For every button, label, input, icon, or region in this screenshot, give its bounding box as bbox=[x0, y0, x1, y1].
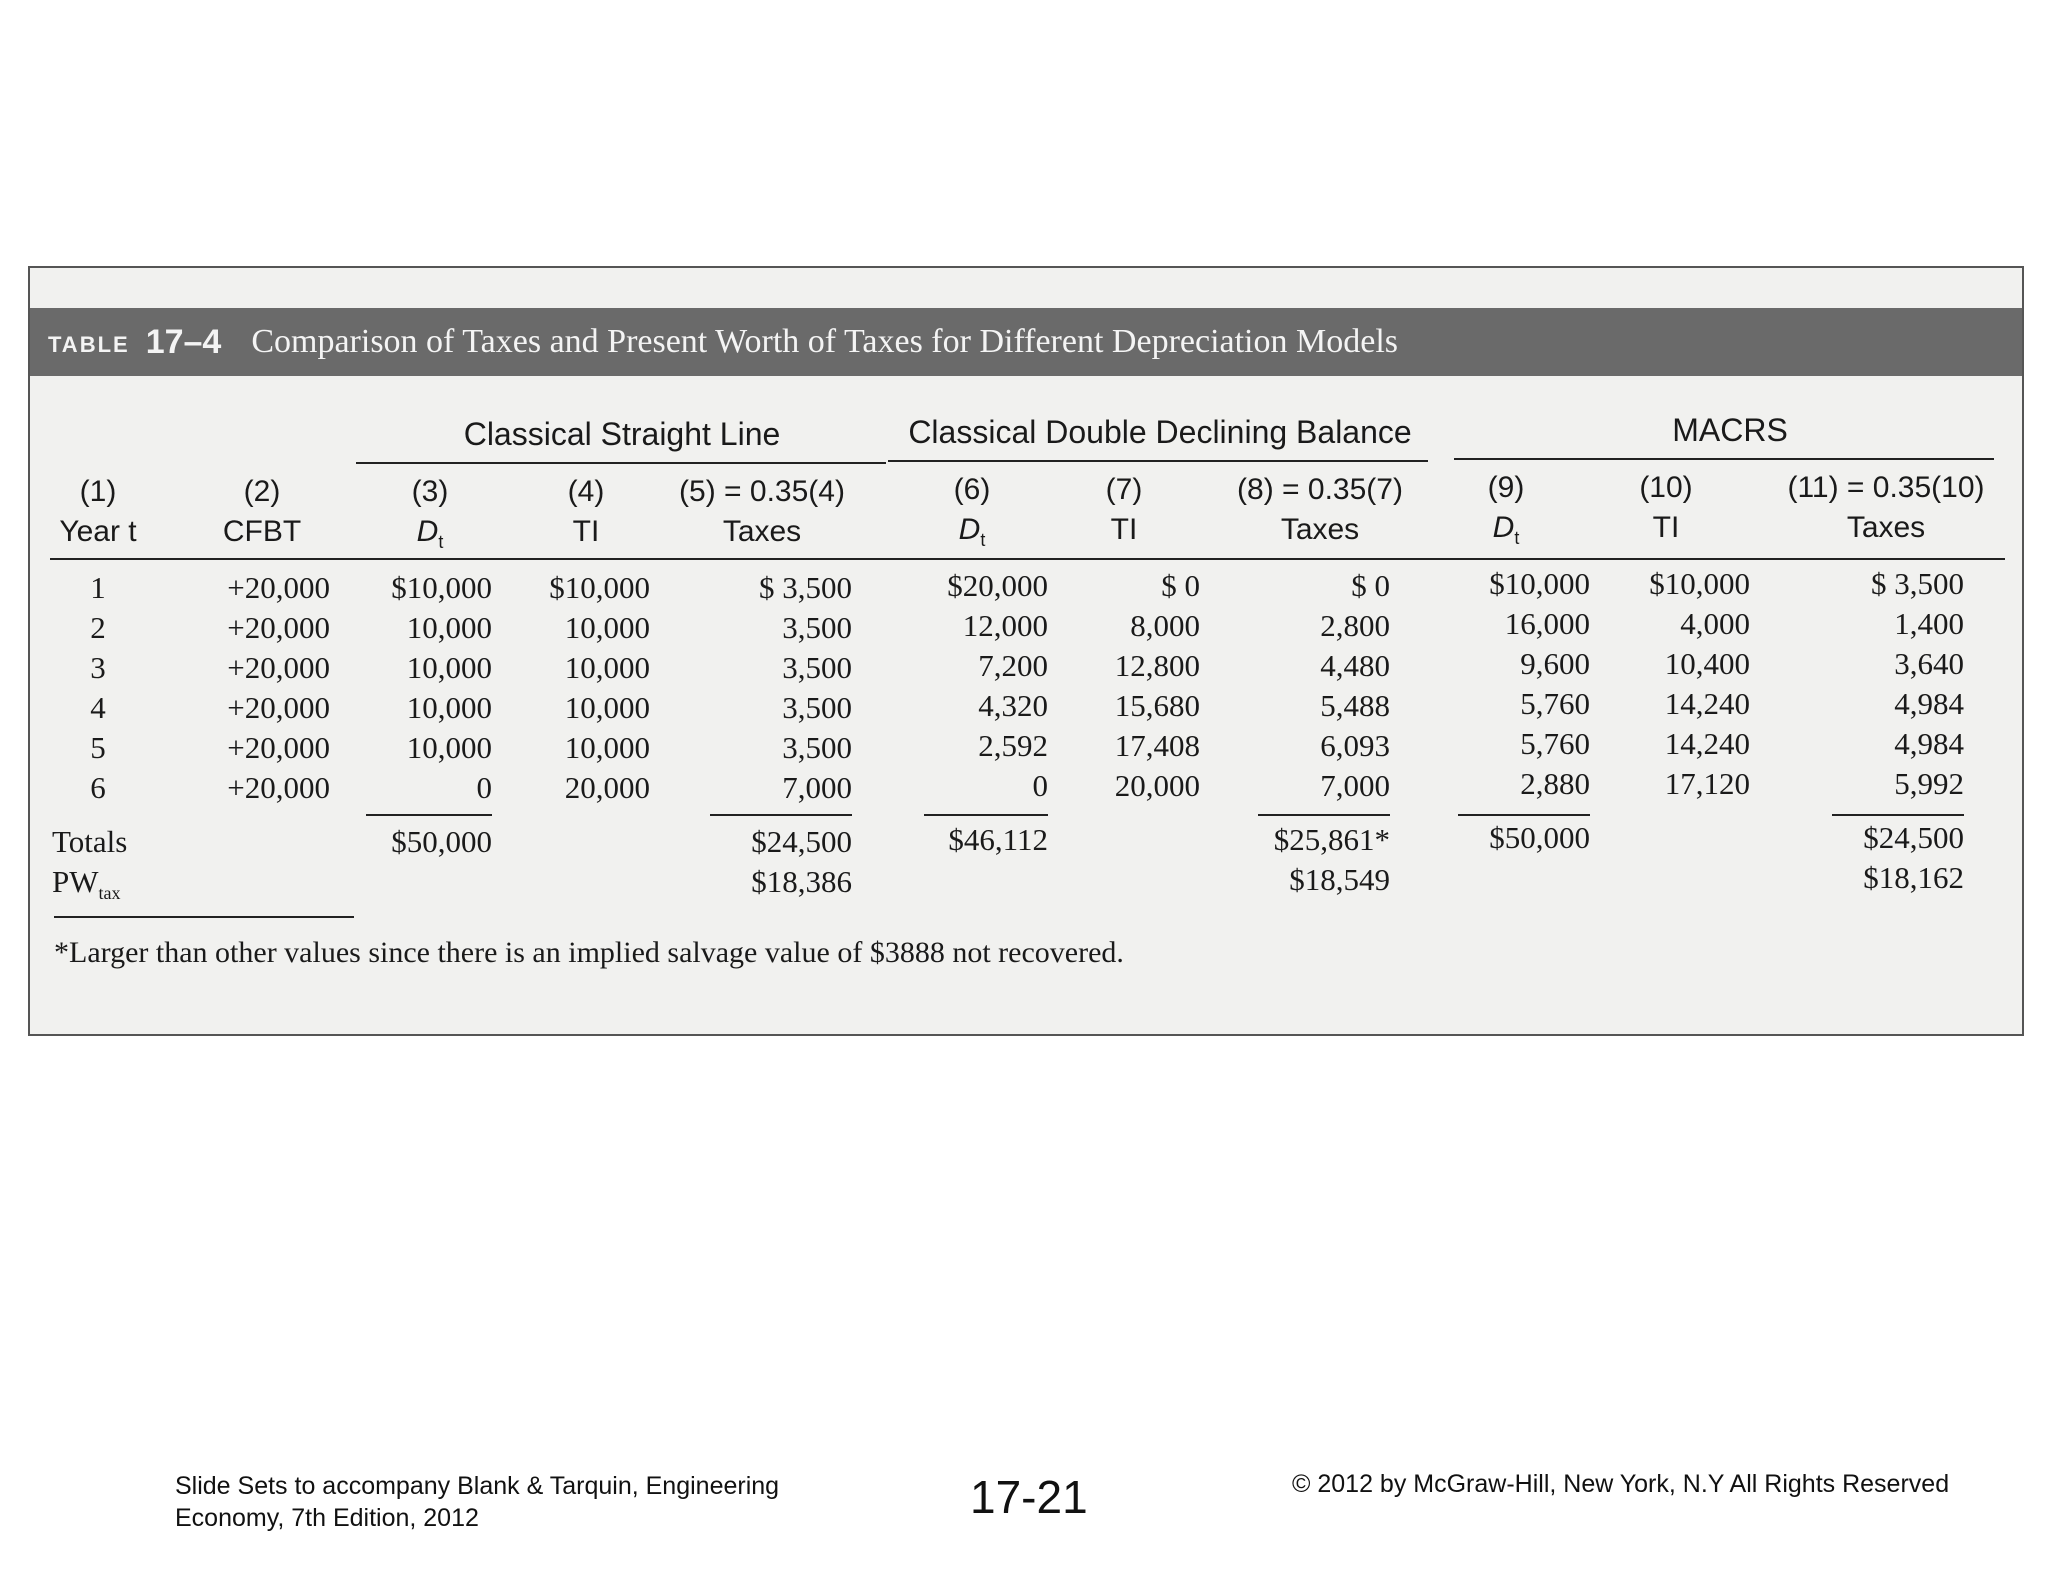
table-cell: 20,000 bbox=[1114, 768, 1200, 803]
table-cell: 10,000 bbox=[564, 690, 650, 725]
totals-cell: $24,500 bbox=[751, 824, 852, 859]
column-header-name: Year t bbox=[59, 515, 137, 548]
table-cell: 1,400 bbox=[1894, 606, 1964, 641]
table-cell: +20,000 bbox=[227, 730, 330, 765]
table-cell: $10,000 bbox=[1649, 566, 1750, 601]
totals-cell: $24,500 bbox=[1863, 820, 1964, 855]
table-cell: +20,000 bbox=[227, 610, 330, 645]
table-cell: 17,408 bbox=[1114, 728, 1200, 763]
table-cell: 5,488 bbox=[1320, 688, 1390, 723]
totals-cell: $25,861* bbox=[1273, 822, 1390, 857]
pw-cell: $18,162 bbox=[1863, 860, 1964, 895]
table-cell: $ 3,500 bbox=[759, 570, 852, 605]
table-cell: 1 bbox=[90, 570, 106, 605]
column-header-number: (8) = 0.35(7) bbox=[1237, 473, 1403, 506]
table-cell: 15,680 bbox=[1114, 688, 1200, 723]
table-cell: 3 bbox=[90, 650, 106, 685]
column-header-name: Taxes bbox=[1846, 511, 1926, 544]
table-label: TABLE bbox=[48, 332, 130, 357]
table-cell: 12,800 bbox=[1114, 648, 1200, 683]
column-header-1 bbox=[33, 472, 163, 552]
table-cell: 2,800 bbox=[1320, 608, 1390, 643]
group-straight-line: Classical Straight Line bbox=[463, 416, 781, 452]
page-number: 17-21 bbox=[970, 1471, 1088, 1523]
table-cell: $20,000 bbox=[947, 568, 1048, 603]
column-header-number: (7) bbox=[1105, 473, 1143, 506]
column-header-10 bbox=[1591, 468, 1741, 548]
column-header-name: TI bbox=[572, 515, 600, 548]
table-cell: 12,000 bbox=[962, 608, 1048, 643]
table-cell: 0 bbox=[476, 770, 492, 805]
table-cell: $ 0 bbox=[1161, 568, 1200, 603]
table-cell: 4,320 bbox=[978, 688, 1048, 723]
group-macrs: MACRS bbox=[1672, 412, 1788, 448]
sum-rule bbox=[366, 814, 492, 816]
group-rule bbox=[1454, 458, 1994, 460]
column-header-number: (1) bbox=[79, 475, 117, 508]
table-cell: 3,640 bbox=[1894, 646, 1964, 681]
table-cell: 5,760 bbox=[1520, 686, 1590, 721]
table-cell: 7,000 bbox=[782, 770, 852, 805]
footnote-rule bbox=[54, 916, 354, 918]
column-header-name: $D_t$ bbox=[416, 515, 444, 552]
table-cell: 10,000 bbox=[564, 730, 650, 765]
table-cell: 2 bbox=[90, 610, 106, 645]
table-cell: 10,000 bbox=[406, 690, 492, 725]
pw-label: $PW_{tax}$ bbox=[52, 864, 121, 904]
column-header-name: TI bbox=[1110, 513, 1138, 546]
table-cell: $10,000 bbox=[549, 570, 650, 605]
footer-citation-line2: Economy, 7th Edition, 2012 bbox=[175, 1504, 479, 1532]
table-cell: 14,240 bbox=[1664, 686, 1750, 721]
table-scan bbox=[28, 266, 2024, 1036]
sum-rule bbox=[1258, 814, 1390, 816]
sum-rule bbox=[710, 814, 852, 816]
table-cell: $ 0 bbox=[1351, 568, 1390, 603]
table-cell: +20,000 bbox=[227, 690, 330, 725]
table-cell: 5 bbox=[90, 730, 106, 765]
column-header-name: Taxes bbox=[722, 515, 802, 548]
table-cell: 10,000 bbox=[406, 610, 492, 645]
table-cell: 10,000 bbox=[564, 610, 650, 645]
table-cell: +20,000 bbox=[227, 650, 330, 685]
sum-rule bbox=[924, 814, 1048, 816]
group-rule bbox=[356, 462, 886, 464]
table-cell: +20,000 bbox=[227, 570, 330, 605]
table-cell: 10,400 bbox=[1664, 646, 1750, 681]
footer-copyright: © 2012 by McGraw-Hill, New York, N.Y All Rights Reserved bbox=[1292, 1470, 1950, 1498]
column-header-name: $D_t$ bbox=[1492, 511, 1520, 548]
column-header-number: (6) bbox=[953, 473, 991, 506]
column-header-name: Taxes bbox=[1280, 513, 1360, 546]
table-cell: 4,984 bbox=[1894, 686, 1964, 721]
table-cell: 10,000 bbox=[406, 650, 492, 685]
table-cell: 4,480 bbox=[1320, 648, 1390, 683]
table-title-bar bbox=[30, 308, 2022, 376]
column-header-4 bbox=[516, 472, 656, 552]
table-cell: 17,120 bbox=[1664, 766, 1750, 801]
group-rule bbox=[888, 460, 1428, 462]
table-cell: 5,992 bbox=[1894, 766, 1964, 801]
column-header-11 bbox=[1756, 468, 2016, 548]
column-header-name: CFBT bbox=[222, 515, 302, 548]
table-cell: $ 3,500 bbox=[1871, 566, 1964, 601]
column-header-name: TI bbox=[1652, 511, 1680, 544]
column-header-6 bbox=[892, 470, 1052, 560]
footnote: *Larger than other values since there is an implied salvage value of $3888 not recovered. bbox=[54, 936, 1124, 969]
column-header-number: (10) bbox=[1639, 471, 1693, 504]
table-cell: 2,880 bbox=[1520, 766, 1590, 801]
column-header-2 bbox=[182, 472, 342, 552]
sum-rule bbox=[1458, 814, 1590, 816]
column-header-9 bbox=[1431, 468, 1581, 558]
table-cell: 3,500 bbox=[782, 690, 852, 725]
column-header-number: (2) bbox=[243, 475, 281, 508]
table-cell: 10,000 bbox=[564, 650, 650, 685]
table-cell: 16,000 bbox=[1504, 606, 1590, 641]
table-number: 17–4 bbox=[145, 322, 222, 361]
table-cell: 3,500 bbox=[782, 610, 852, 645]
table-cell: 5,760 bbox=[1520, 726, 1590, 761]
column-header-number: (3) bbox=[411, 475, 449, 508]
table-cell: 20,000 bbox=[564, 770, 650, 805]
sum-rule bbox=[1832, 814, 1964, 816]
column-header-7 bbox=[1054, 470, 1194, 550]
table-cell: 9,600 bbox=[1520, 646, 1590, 681]
table-cell: 4 bbox=[90, 690, 106, 725]
table-title: Comparison of Taxes and Present Worth of Taxes for Different Depreciation Models bbox=[251, 323, 1398, 360]
table-cell: 6 bbox=[90, 770, 106, 805]
totals-label: Totals bbox=[52, 824, 128, 859]
column-header-number: (11) = 0.35(10) bbox=[1787, 471, 1985, 504]
totals-cell: $50,000 bbox=[391, 824, 492, 859]
column-header-number: (4) bbox=[567, 475, 605, 508]
table-cell: 6,093 bbox=[1320, 728, 1390, 763]
table-cell: 8,000 bbox=[1130, 608, 1200, 643]
pw-cell: $18,386 bbox=[751, 864, 852, 899]
table-cell: 14,240 bbox=[1664, 726, 1750, 761]
column-header-number: (5) = 0.35(4) bbox=[679, 475, 845, 508]
table-cell: 0 bbox=[1032, 768, 1048, 803]
column-header-name: $D_t$ bbox=[958, 513, 986, 550]
totals-cell: $50,000 bbox=[1489, 820, 1590, 855]
pw-cell: $18,549 bbox=[1289, 862, 1390, 897]
group-ddb: Classical Double Declining Balance bbox=[908, 414, 1412, 450]
table-cell: $10,000 bbox=[391, 570, 492, 605]
table-cell: 2,592 bbox=[978, 728, 1048, 763]
table-cell: +20,000 bbox=[227, 770, 330, 805]
table-cell: 10,000 bbox=[406, 730, 492, 765]
footer-citation bbox=[175, 1470, 779, 1534]
header-rule bbox=[50, 558, 2005, 560]
table-cell: 3,500 bbox=[782, 730, 852, 765]
table-cell: 7,000 bbox=[1320, 768, 1390, 803]
table-cell: $10,000 bbox=[1489, 566, 1590, 601]
totals-cell: $46,112 bbox=[948, 822, 1048, 857]
table-cell: 3,500 bbox=[782, 650, 852, 685]
footer-citation-line1: Slide Sets to accompany Blank & Tarquin, Engineering bbox=[175, 1472, 780, 1500]
table-cell: 4,984 bbox=[1894, 726, 1964, 761]
column-header-5 bbox=[642, 472, 882, 552]
table-cell: 4,000 bbox=[1680, 606, 1750, 641]
column-header-3 bbox=[355, 472, 505, 562]
table-cell: 7,200 bbox=[978, 648, 1048, 683]
column-header-number: (9) bbox=[1487, 471, 1525, 504]
column-header-8 bbox=[1200, 470, 1440, 550]
